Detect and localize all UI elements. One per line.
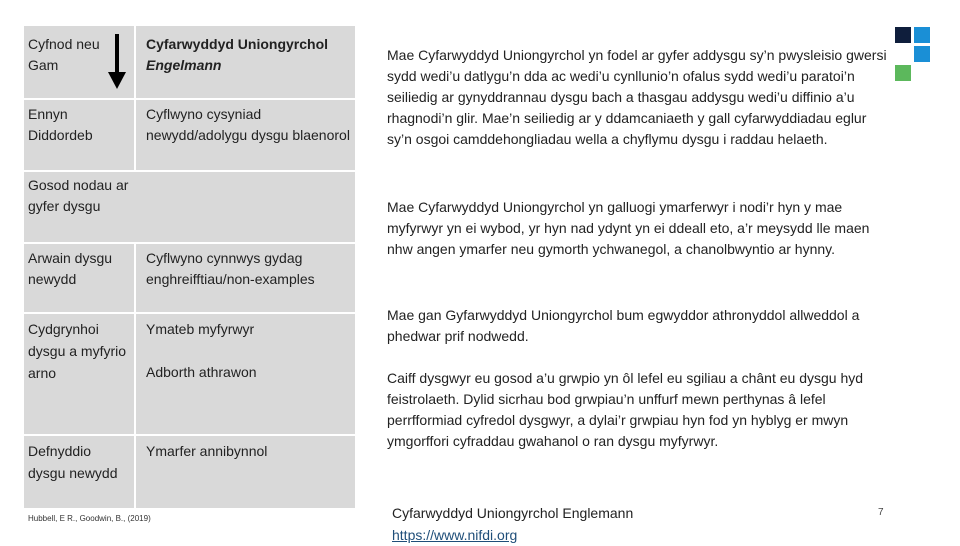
row-divider <box>24 312 355 314</box>
citation: Hubbell, E R., Goodwin, B., (2019) <box>28 514 151 523</box>
stage-description: Ymateb myfyrwyr <box>146 321 255 337</box>
stage-description: Cyflwyno cysyniad newydd/adolygu dysgu blaenorol <box>146 106 350 143</box>
row-divider <box>24 434 355 436</box>
paragraph: Mae gan Gyfarwyddyd Uniongyrchol bum egwyddor athronyddol allweddol a phedwar prif nodwedd. <box>387 307 860 344</box>
nifdi-link[interactable]: https://www.nifdi.org <box>392 527 518 543</box>
stages-table <box>24 26 355 508</box>
stage-label: Defnyddio dysgu newydd <box>28 443 118 481</box>
row-divider <box>24 170 355 172</box>
stage-label: Gosod nodau ar gyfer dysgu <box>28 177 129 214</box>
paragraph: Caiff dysgwyr eu gosod a’u grwpio yn ôl lefel eu sgiliau a chânt eu dysgu hyd feistrolaeth. Dylid sicrhau bod grwpiau’n unffurf mewn perthynas â lefel perrfformiad cyfredol dysgwyr, a dylai’r grwpiau hyn fod yn hyblyg er mwyn ymgorffori cyfraddau gwahanol o ran dysgu myfyrwyr. <box>387 370 864 449</box>
logo-square-green <box>895 65 911 81</box>
stage-label: Arwain dysgu newydd <box>28 250 113 287</box>
stage-description: Cyflwyno cynnwys gydag enghreifftiau/non-examples <box>146 250 315 287</box>
stage-label: Cydgrynhoi dysgu a myfyrio arno <box>28 321 127 381</box>
column-subheading: Engelmann <box>146 57 222 73</box>
down-arrow-icon <box>106 34 128 90</box>
stage-description: Ymarfer annibynnol <box>146 443 268 459</box>
footer-title: Cyfarwyddyd Uniongyrchol Englemann <box>392 505 634 521</box>
column-divider <box>134 242 136 508</box>
paragraph: Mae Cyfarwyddyd Uniongyrchol yn fodel ar gyfer addysgu sy’n pwysleisio gwersi sydd wedi’u datlygu’n dda ac wedi’u cynllunio’n ofalus sydd wedi’u paratoi’n seiliedig ar gynyddrannau dysgu bach a thasgau addysgu wedi’u diffinio a’u rhagnodi’n glir. Mae’n seiliedig ar y ddamcaniaeth y gall cyfarwyddiadau eglur sy’n osgoi camddehongliadau wella a chyflymu dysgu i raddau helaeth. <box>387 47 887 147</box>
column-heading: Cyfarwyddyd Uniongyrchol <box>146 36 329 52</box>
page-number: 7 <box>878 507 884 518</box>
logo-square-dark <box>895 27 911 43</box>
footer <box>392 502 633 546</box>
stage-label: Ennyn Diddordeb <box>28 106 93 143</box>
logo-square-blue <box>914 46 930 62</box>
row-divider <box>24 98 355 100</box>
row-divider <box>24 242 355 244</box>
logo-square-blue <box>914 27 930 43</box>
paragraph: Mae Cyfarwyddyd Uniongyrchol yn galluogi ymarferwyr i nodi’r hyn y mae myfyrwyr yn ei wybod, yr hyn nad ydynt yn ei ddeall eto, a’r meysydd lle maen nhw angen ymarfer neu gymorth ychwanegol, a chanolbwyntio ar hynny. <box>387 199 870 257</box>
stage-label: Cyfnod neu Gam <box>28 36 100 73</box>
stage-description: Adborth athrawon <box>146 364 257 380</box>
